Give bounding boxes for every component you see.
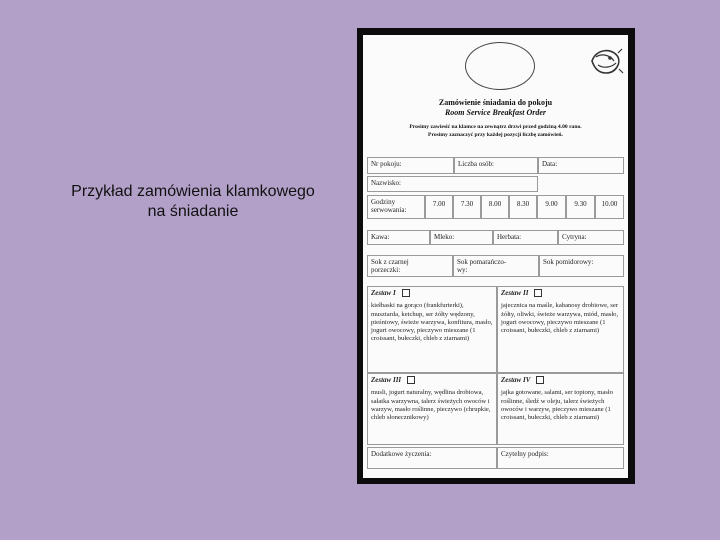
coffee-field[interactable] [367,230,430,245]
set-3-cell [367,373,497,445]
surname-field[interactable] [367,176,538,192]
milk-field[interactable] [430,230,493,245]
juice2-line2: wy: [457,266,468,274]
lemon-field[interactable] [558,230,624,245]
room-number-field[interactable] [367,157,454,174]
serving-label-line1: Godziny [371,198,396,206]
persons-label: Liczba osób: [458,160,494,168]
milk-label: Mleko: [434,233,455,241]
form-note-1: Prosimy zawiesić na klamce na zewnątrz drzwi przed godziną 4.00 rano. [409,124,582,130]
set-1-checkbox[interactable] [402,289,410,297]
time-option-0700[interactable]: 7.00 [425,195,453,219]
time-option-1000[interactable]: 10.00 [595,195,624,219]
breakfast-order-form [363,35,628,478]
time-option-0830[interactable]: 8.30 [509,195,537,219]
room-number-label: Nr pokoju: [371,160,402,168]
caption-line-1: Przykład zamówienia klamkowego [71,183,315,200]
set-2-cell [497,286,624,373]
set-4-cell [497,373,624,445]
tomato-juice-field[interactable] [539,255,624,277]
set-3-body: musli, jogurt naturalny, wędlina drobiowa, sałatka warzywna, talerz świeżych owoców i warzyw, masło roślinne, pieczywo (chrupkie, chleb słonecznikowy) [371,389,491,421]
time-option-0800[interactable]: 8.00 [481,195,509,219]
tea-field[interactable] [493,230,558,245]
surname-label: Nazwisko: [371,179,401,187]
extra-wishes-label: Dodatkowe życzenia: [371,450,432,458]
form-title-pl: Zamówienie śniadania do pokoju [438,98,553,107]
set-2-body: jajecznica na maśle, kabanosy drobiowe, ser żółty, oliwki, świeże warzywa, miód, masło, jogurt owocowy, pieczywo mieszane (1 croissant, bułeczki, chleb z ziarnami) [501,302,619,334]
set-4-title: Zestaw IV [501,376,531,384]
set-1-cell [367,286,497,373]
form-note-2: Prosimy zaznaczyć przy każdej pozycji liczbę zamówień. [428,132,563,138]
caption-line-2: na śniadanie [147,203,239,220]
date-label: Data: [542,160,558,168]
juice2-line1: Sok pomarańczo- [457,258,507,266]
set-1-body: kiełbaski na gorąco (frankfurterki), musztarda, ketchup, ser żółty wędzony, pieśniowy, świeże warzywa, konfitura, masło, jogurt owocowy, pieczywo mieszane (1 croissant, bułeczki, chleb z ziarnami) [371,302,493,343]
juice1-line1: Sok z czarnej [371,258,409,266]
persons-field[interactable] [454,157,538,174]
time-option-0930[interactable]: 9.30 [566,195,595,219]
set-2-title: Zestaw II [501,289,529,297]
set-4-body: jajka gotowane, salami, ser topiony, masło roślinne, śledź w oleju, talerz świeżych owoców i warzyw, pieczywo mieszane (1 croissant, bułeczki, chleb z ziarnami) [501,389,614,421]
fish-logo-icon [588,43,624,79]
signature-label: Czytelny podpis: [501,450,549,458]
set-3-checkbox[interactable] [407,376,415,384]
signature-field[interactable] [497,447,624,469]
serving-label-line2: serwowania: [371,206,407,214]
time-option-0730[interactable]: 7.30 [453,195,481,219]
coffee-label: Kawa: [371,233,390,241]
time-option-0900[interactable]: 9.00 [537,195,566,219]
date-field[interactable] [538,157,624,174]
tea-label: Herbata: [497,233,522,241]
serving-hours-label-cell [367,195,425,219]
orange-juice-field[interactable] [453,255,539,277]
set-3-title: Zestaw III [371,376,402,384]
extra-wishes-field[interactable] [367,447,497,469]
form-title-en: Room Service Breakfast Order [444,108,547,117]
form-photo-frame [357,28,635,484]
lemon-label: Cytryna: [562,233,587,241]
set-4-checkbox[interactable] [536,376,544,384]
set-1-title: Zestaw I [371,289,396,297]
slide-caption [40,182,346,222]
blackcurrant-juice-field[interactable] [367,255,453,277]
juice3-label: Sok pomidorowy: [543,258,594,266]
set-2-checkbox[interactable] [534,289,542,297]
hotel-logo-oval [465,42,535,90]
juice1-line2: porzeczki: [371,266,401,274]
